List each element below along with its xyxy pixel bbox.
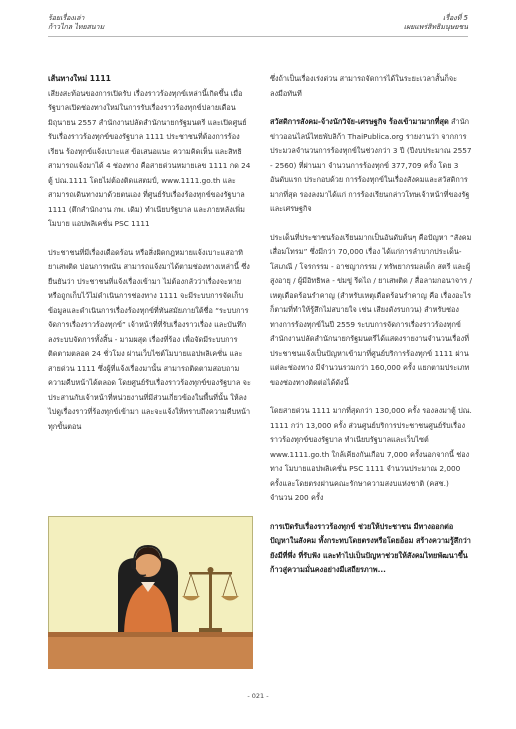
body-paragraph-2: ประชาชนที่มีเรื่องเดือดร้อน หรือสิ่งผิดกฎหมายแจ้งเบาะแสอาทิ ยาเสพติด บ่อนการพนัน สามารถแจ้งมาได้ตามช่องทางเหล่านี้ ซึ่งยืนยันว่า ประชาชนที่แจ้งเรื่องเข้ามา ไม่ต้องกลัวว่าเรื่องจะหาย หรือถูกเก็บไว้ไม่ดำเนินการช่องทาง 1111 จะมีระบบการจัดเก็บข้อมูลและดำเนินการเรื่องร้องทุกข์ที่ทันสมัยภายใต้ชื่อ “ระบบการจัดการเรื่องราวร้องทุกข์” เจ้าหน้าที่ที่รับเรื่องราวเรื่อง และบันทึกลงระบบจัดการทั้งสิ้น - มามผสุด เรื่องที่ร้อง เพื่อจัดมีระบบการติดตามตลอด 24 ชั่วโมง ผ่านเว็บไซต์โมบายแอปพลิเคชั่น และสายด่วน 1111 ซึ่งผู้ที่แจ้งเรื่องมานั้น สามารถติดตามสอบถามความคืบหน้าได้ตลอด โดยศูนย์รับเรื่องราวร้องทุกข์ของรัฐบาล จะประสานกับเจ้าหน้าที่หน่วยงานที่มีส่วนเกี่ยวข้องในพื้นที่นั้น ให้ลงไปดูเรื่องราวที่ร้องทุกข์เข้ามา และจะแจ้งให้ทราบถึงความคืบหน้าทุกขั้นตอน: [48, 247, 251, 431]
body-paragraph-4-text: สำนักข่าวออนไลน์ไทยพับลิก้า ThaiPublica.org รายงานว่า จากการประมวลจำนวนการร้องทุกข์ในช่วงกว่า 3 ปี (ปีงบประมาณ 2557 - 2560) ที่ผ่านมา จำนวนการร้องทุกข์ 377,709 ครั้ง โดย 3 อันดับแรก ประกอบด้วย การร้องทุกข์ในเรื่องสังคมและสวัสดิการมากที่สุด รองลงมาได้แก่ การร้องเรียนกล่าวโทษเจ้าหน้าที่ของรัฐและเศรษฐกิจ: [270, 117, 472, 213]
section-heading: เส้นทางใหม่ 1111: [48, 74, 111, 83]
running-header-left: [48, 14, 104, 32]
left-column: [48, 72, 253, 448]
closing-paragraph: การเปิดรับเรื่องราวร้องทุกข์ ช่วยให้ประชาชน มีทางออกต่อปัญหาในสังคม ทั้งกระทบโดยตรงหรือโดยอ้อม สร้างความรู้สึกว่ายังมีที่พึ่ง ที่รับฟัง และทำไปเป็นปัญหาช่วยให้สังคมไทยพัฒนาขึ้น ก้าวสู่ความมั่นคงอย่างมีเสถียรภาพ...: [270, 521, 471, 574]
right-column: [270, 72, 472, 592]
subheading: สวัสดิการสังคม-จ้างนักวิจัย-เศรษฐกิจ ร้องเข้ามามากที่สุด: [270, 117, 449, 126]
chapter-title: เผยแพร่สิทธิมนุษยชน: [403, 23, 468, 31]
body-paragraph-6: โดยสายด่วน 1111 มากที่สุดกว่า 130,000 ครั้ง รองลงมาตู้ ปณ. 1111 กว่า 13,000 ครั้ง ส่วนศูนย์บริการประชาชนศูนย์รับเรื่องราวร้องทุกข์ของรัฐบาล ทำเนียบรัฐบาลและเว็บไซต์ www.1111.go.th ใกล้เคียงกันเกือบ 7,000 ครั้งนอกจากนี้ ช่องทาง โมบายแอปพลิเคชั่น PSC 1111 จำนวนประมาณ 2,000 ครั้งและโดยตรงผ่านคณะรักษาความสงบแห่งชาติ (คสช.) จำนวน 200 ครั้ง: [270, 406, 472, 502]
body-paragraph-4: [270, 115, 472, 217]
book-title: ร้อยเรื่องเล่า: [48, 14, 85, 22]
desk-icon: [48, 632, 253, 669]
header-divider: [48, 36, 468, 37]
book-subtitle: ก้าวไกล ไทยสนาม: [48, 23, 105, 31]
page-number: - 021 -: [247, 692, 269, 700]
running-header-right: [404, 14, 468, 32]
body-paragraph-1: เสียงสะท้อนของการเปิดรับ เรื่องราวร้องทุกข์เหล่านี้เกิดขึ้น เมื่อรัฐบาลเปิดช่องทางใหม่ในการรับเรื่องราวร้องทุกข์ปลายเดือนมิถุนายน 2557 สำนักงานปลัดสำนักนายกรัฐมนตรี และเปิดศูนย์รับเรื่องราวร้องทุกข์ของรัฐบาล 1111 ประชาชนที่ต้องการร้องเรียน ร้องทุกข์แจ้งเบาะแส ข้อเสนอแนะ ความคิดเห็น และสิทธิ สามารถแจ้งมาได้ 4 ช่องทาง คือสายด่วนหมายเลข 1111 กด 24 ตู้ ปณ.1111 โดยไม่ต้องติดแสตมป์, www.1111.go.th และสามารถเดินทางมาด้วยตนเอง ที่ศูนย์รับเรื่องร้องทุกข์ของรัฐบาล 1111 (ตึกสำนักงาน กพ. เดิม) ทำเนียบรัฐบาล และภายหลังเพิ่ม โมบาย แอปพลิเคชั่น PSC 1111: [48, 88, 251, 228]
body-paragraph-5: ประเด็นที่ประชาชนร้องเรียนมากเป็นอันดับต้นๆ คือปัญหา “สังคมเสื่อมโทรม” ซึ่งมีกว่า 70,000 เรื่อง ได้แก่การลำบากประเด็น-โสเภณี / โจรกรรม - อาชญากรรม / ทรัพยากรมลเด็ก สตรี และผู้สูงอายุ / ผู้มีอิทธิพล - ข่มขู่ รีดไถ / ยาเสพติด / สื่อลามกอนาจาร / เหตุเดือดร้อนรำคาญ (สำหรับเหตุเดือดร้อนรำคาญ คือ เรื่องอะไรก็ตามที่ทำให้รู้สึกไม่สบายใจ เช่น เสียงดังรบกวน) สำหรับช่องทางการร้องทุกข์ในปี 2559 ระบบการจัดการเรื่องราวร้องทุกข์ สำนักงานปลัดสำนักนายกรัฐมนตรีได้แสดงรายงานจำนวนเรื่องที่ประชาชนแจ้งเป็นปัญหาเข้ามาที่ศูนย์บริการร้องทุกข์ 1111 ผ่านแต่ละช่องทาง มีจำนวนรวมกว่า 160,000 ครั้ง แยกตามประเภทของช่องทางติดต่อได้ดังนี้: [270, 232, 472, 387]
call-center-illustration: [48, 516, 253, 669]
body-paragraph-3: ซึ่งถ้าเป็นเรื่องเร่งด่วน สามารถจัดการได้ในระยะเวลาสั้นก็จะลงมือทันที: [270, 74, 458, 98]
chapter-number: เรื่องที่ 5: [442, 14, 468, 22]
